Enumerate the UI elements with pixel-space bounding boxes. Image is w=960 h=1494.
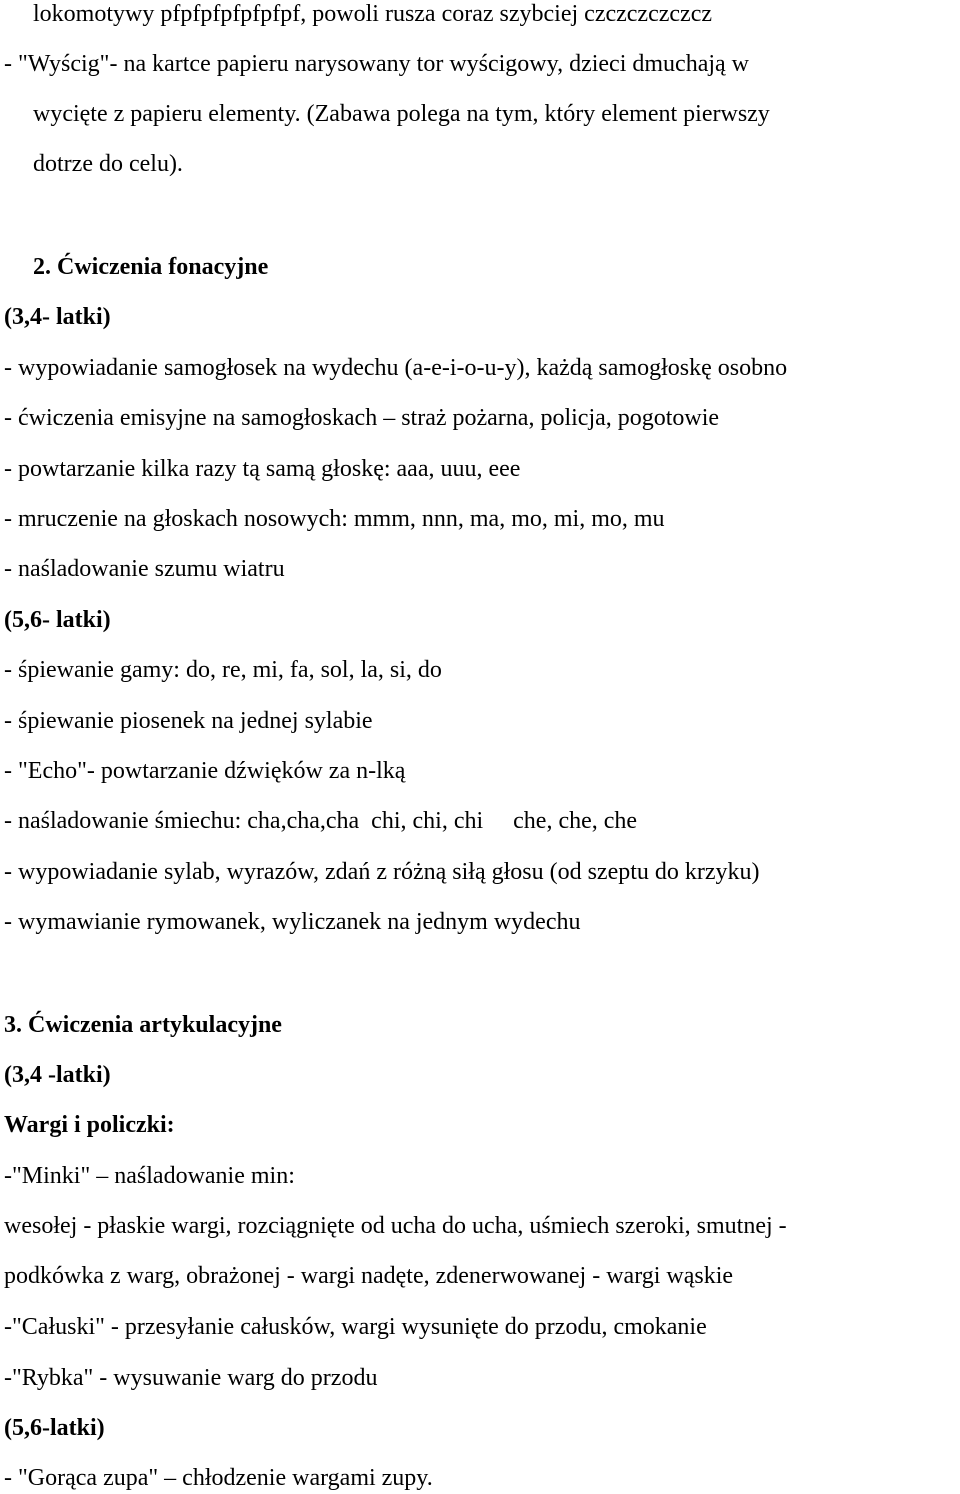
list-item: - wypowiadanie sylab, wyrazów, zdań z różną siłą głosu (od szeptu do krzyku) — [4, 859, 760, 885]
list-item: wesołej - płaskie wargi, rozciągnięte od ucha do ucha, uśmiech szeroki, smutnej - — [4, 1213, 787, 1239]
list-item: - powtarzanie kilka razy tą samą głoskę: aaa, uuu, eee — [4, 456, 521, 482]
list-item: podkówka z warg, obrażonej - wargi nadęte, zdenerwowanej - wargi wąskie — [4, 1263, 734, 1289]
age-group-label: (5,6- latki) — [4, 607, 111, 633]
list-item: - śpiewanie gamy: do, re, mi, fa, sol, la, si, do — [4, 657, 442, 683]
list-item: - "Echo"- powtarzanie dźwięków za n-lką — [4, 758, 406, 784]
list-item: - naśladowanie śmiechu: cha,cha,cha chi, chi, chi che, che, che — [4, 808, 638, 834]
text-line: lokomotywy pfpfpfpfpfpfpf, powoli rusza coraz szybciej czczczczczcz — [33, 1, 712, 27]
text-line: - "Wyścig"- na kartce papieru narysowany tor wyścigowy, dzieci dmuchają w — [4, 51, 749, 77]
age-group-label: (5,6-latki) — [4, 1415, 105, 1441]
list-item: - "Gorąca zupa" – chłodzenie wargami zupy. — [4, 1465, 433, 1491]
list-item: - mruczenie na głoskach nosowych: mmm, nnn, ma, mo, mi, mo, mu — [4, 506, 665, 532]
list-item: - wymawianie rymowanek, wyliczanek na jednym wydechu — [4, 909, 581, 935]
age-group-label: (3,4- latki) — [4, 304, 111, 330]
age-group-label: (3,4 -latki) — [4, 1062, 111, 1088]
list-item: -"Minki" – naśladowanie min: — [4, 1163, 295, 1189]
text-line: wycięte z papieru elementy. (Zabawa polega na tym, który element pierwszy — [33, 101, 770, 127]
list-item: - śpiewanie piosenek na jednej sylabie — [4, 708, 373, 734]
subheading: Wargi i policzki: — [4, 1112, 175, 1138]
list-item: -"Całuski" - przesyłanie całusków, wargi wysunięte do przodu, cmokanie — [4, 1314, 707, 1340]
section-heading: 3. Ćwiczenia artykulacyjne — [4, 1012, 282, 1038]
list-item: - wypowiadanie samogłosek na wydechu (a-e-i-o-u-y), każdą samogłoskę osobno — [4, 355, 788, 381]
text-line: dotrze do celu). — [33, 151, 183, 177]
list-item: - naśladowanie szumu wiatru — [4, 556, 285, 582]
list-item: - ćwiczenia emisyjne na samogłoskach – straż pożarna, policja, pogotowie — [4, 405, 720, 431]
section-heading: 2. Ćwiczenia fonacyjne — [33, 254, 269, 280]
list-item: -"Rybka" - wysuwanie warg do przodu — [4, 1365, 378, 1391]
